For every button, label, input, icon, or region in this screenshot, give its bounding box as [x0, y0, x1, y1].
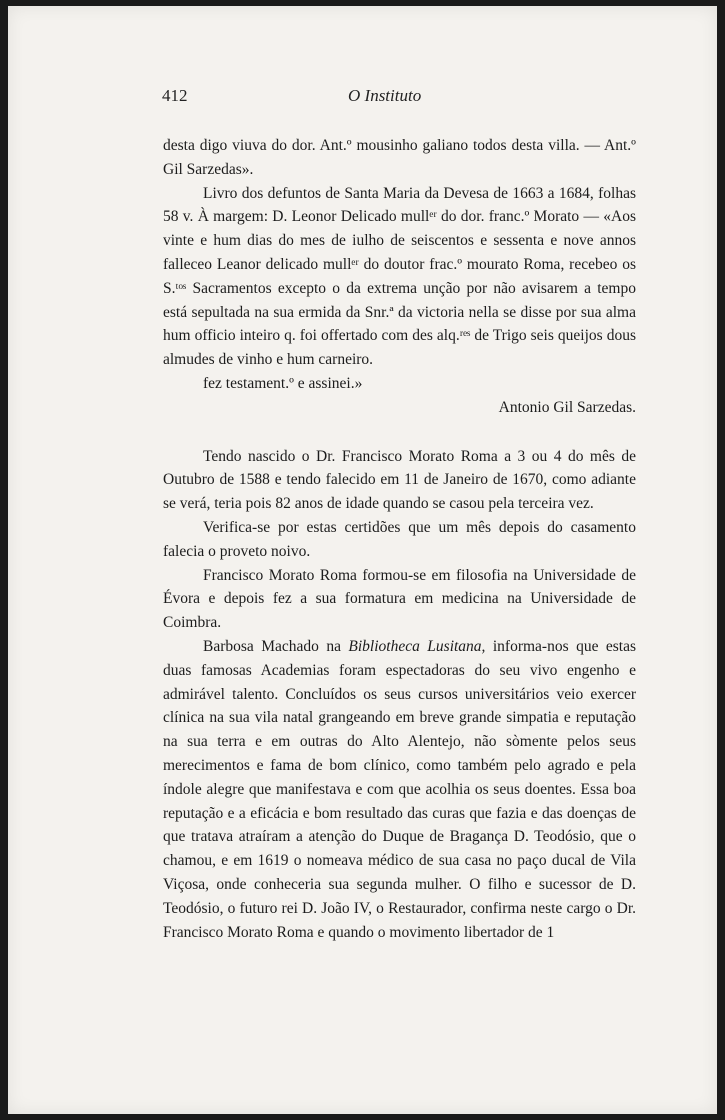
- paragraph-barbosa-intro: Barbosa Machado na: [203, 637, 349, 655]
- running-title: O Instituto: [348, 86, 422, 105]
- paragraph-testament: fez testament.º e assinei.»: [203, 374, 363, 392]
- paragraph-continuation: desta digo viuva do dor. Ant.º mousinho galiano todos desta villa. — Ant.º Gil Sarzedas».: [163, 137, 636, 178]
- page: [8, 6, 717, 1114]
- page-number: 412: [162, 86, 188, 105]
- paragraph-barbosa: [163, 635, 636, 944]
- paragraph-education: Francisco Morato Roma formou-se em filosofia na Universidade de Évora e depois fez a sua formatura em medicina na Universidade de Coimbra.: [163, 566, 636, 632]
- signature: Antonio Gil Sarzedas.: [498, 398, 636, 416]
- book-title: Bibliotheca Lusitana,: [348, 637, 486, 655]
- paragraph-livro-defuntos: Livro dos defuntos de Santa Maria da Devesa de 1663 a 1684, folhas 58 v. À margem: D. Leonor Delicado mullᵉʳ do dor. franc.º Morato — «Aos vinte e hum dias do mes de iulho de seiscentos e sessenta e nove annos falleceo Leanor delicado mullᵉʳ do doutor frac.º mourato Roma, recebeo os S.ᵗᵒˢ Sacramentos excepto o da extrema unção por não avisarem a tempo está sepultada na sua ermida da Snr.ª da victoria nella se disse por sua alma hum officio inteiro q. foi offertado com des alq.ʳᵉˢ de Trigo seis queijos dous almudes de vinho e hum carneiro.: [163, 184, 636, 369]
- paragraph-birth: Tendo nascido o Dr. Francisco Morato Roma a 3 ou 4 do mês de Outubro de 1588 e tendo falecido em 11 de Janeiro de 1670, como adiante se verá, teria pois 82 anos de idade quando se casou pela terceira vez.: [163, 447, 636, 513]
- page-header: [8, 86, 717, 110]
- paragraph-barbosa-body: informa-nos que estas duas famosas Academias foram espectadoras do seu vivo engenho e admirável talento. Concluídos os seus cursos universitários veio exercer clínica na sua vila natal grangeando em breve grande simpatia e reputação na sua terra e em outras do Alto Alentejo, não sòmente pelos seus merecimentos e fama de bom clínico, como também pelo agrado e pela índole alegre que manifestava e com que acolhia os seus doentes. Essa boa reputação e a eficácia e bom resultado das curas que fazia e das doenças de que tratava atraíram a atenção do Duque de Bragança D. Teodósio, que o chamou, e em 1619 o nomeava médico de sua casa no paço ducal de Vila Viçosa, onde conheceria sua segunda mulher. O filho e sucessor de D. Teodósio, o futuro rei D. João IV, o Restaurador, confirma neste cargo o Dr. Francisco Morato Roma e quando o movimento libertador de 1: [163, 637, 637, 941]
- body-text: [163, 134, 636, 944]
- paragraph-verification: Verifica-se por estas certidões que um mês depois do casamento falecia o proveto noivo.: [163, 518, 636, 560]
